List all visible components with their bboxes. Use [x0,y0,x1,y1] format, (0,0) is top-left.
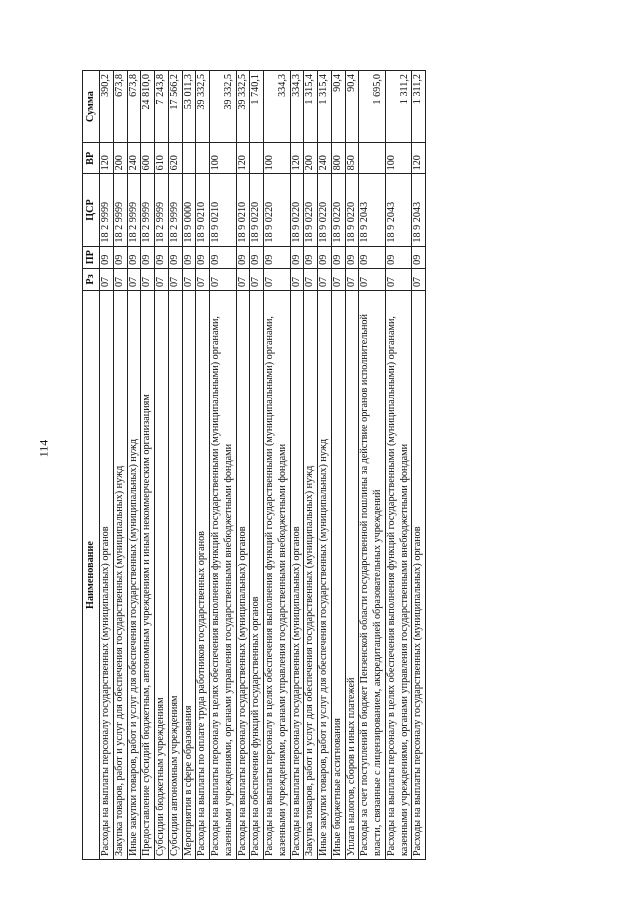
cell-csr: 18 9 0220 [345,174,359,246]
cell-csr: 18 2 9999 [155,174,169,246]
cell-csr: 18 2 9999 [127,174,141,246]
cell-sum: 1 695,0 [359,71,386,143]
cell-sum: 7 243,8 [155,71,169,143]
cell-sum: 1 311,2 [385,71,412,143]
cell-rz: 07 [100,268,114,290]
cell-vr: 200 [304,143,318,174]
cell-rz: 07 [113,268,127,290]
cell-vr: 610 [155,143,169,174]
cell-pr: 09 [318,246,332,268]
cell-name: Уплата налогов, сборов и иных платежей [345,291,359,860]
table-header-row [83,71,100,860]
header-csr: ЦСР [83,174,100,246]
cell-vr: 240 [318,143,332,174]
cell-vr: 120 [290,143,304,174]
cell-name: Расходы на выплаты персоналу в целях обеспечения выполнения функций государственными (муниципальными) органами, казенными учреждениями, органами управления государственными внебюджетными фондами [264,291,291,860]
cell-sum: 390,2 [100,71,114,143]
cell-csr: 18 9 0220 [331,174,345,246]
cell-rz: 07 [141,268,155,290]
cell-sum: 334,3 [290,71,304,143]
cell-name: Расходы на обеспечение функций государственных органов [250,291,264,860]
cell-vr: 800 [331,143,345,174]
cell-rz: 07 [385,268,412,290]
table-row [127,71,141,860]
cell-pr: 09 [236,246,250,268]
cell-pr: 09 [155,246,169,268]
cell-sum: 90,4 [331,71,345,143]
cell-sum: 90,4 [345,71,359,143]
cell-vr [359,143,386,174]
cell-rz: 07 [412,268,426,290]
cell-rz: 07 [345,268,359,290]
table-row [155,71,169,860]
table-row [210,71,237,860]
table-row [168,71,182,860]
header-rz: Рз [83,268,100,290]
cell-name: Закупка товаров, работ и услуг для обеспечения государственных (муниципальных) нужд [304,291,318,860]
table-row [250,71,264,860]
header-name: Наименование [83,291,100,860]
cell-csr: 18 9 2043 [385,174,412,246]
cell-csr: 18 2 9999 [100,174,114,246]
header-pr: ПР [83,246,100,268]
cell-pr: 09 [264,246,291,268]
cell-csr: 18 9 0220 [290,174,304,246]
cell-csr: 18 9 0220 [318,174,332,246]
cell-vr [182,143,196,174]
cell-rz: 07 [236,268,250,290]
cell-csr: 18 9 0000 [182,174,196,246]
cell-pr: 09 [168,246,182,268]
cell-pr: 09 [345,246,359,268]
cell-vr [250,143,264,174]
cell-csr: 18 9 2043 [359,174,386,246]
cell-pr: 09 [385,246,412,268]
cell-pr: 09 [182,246,196,268]
cell-vr: 100 [210,143,237,174]
cell-name: Закупка товаров, работ и услуг для обеспечения государственных (муниципальных) нужд [113,291,127,860]
cell-vr: 200 [113,143,127,174]
cell-vr: 120 [236,143,250,174]
cell-name: Расходы за счет поступлений в бюджет Пензенской области государственной пошлины за действие органов исполнительной власти, связанные с лицензированием, аккредитацией образовательных учреждений [359,291,386,860]
table-row [100,71,114,860]
table-row [304,71,318,860]
cell-rz: 07 [331,268,345,290]
cell-pr: 09 [113,246,127,268]
cell-sum: 673,8 [113,71,127,143]
cell-name: Расходы на выплаты персоналу государственных (муниципальных) органов [290,291,304,860]
table-row [359,71,386,860]
cell-csr: 18 9 0210 [236,174,250,246]
cell-csr: 18 2 9999 [168,174,182,246]
cell-pr: 09 [331,246,345,268]
cell-rz: 07 [264,268,291,290]
cell-sum: 673,8 [127,71,141,143]
cell-vr: 120 [100,143,114,174]
cell-csr: 18 9 0220 [304,174,318,246]
cell-sum: 39 332,5 [236,71,250,143]
table-body [100,71,426,860]
cell-name: Расходы на выплаты персоналу государственных (муниципальных) органов [100,291,114,860]
cell-sum: 1 311,2 [412,71,426,143]
table-row [141,71,155,860]
table-row [345,71,359,860]
cell-name: Расходы на выплаты персоналу государственных (муниципальных) органов [412,291,426,860]
cell-csr: 18 2 9999 [113,174,127,246]
cell-vr: 100 [264,143,291,174]
cell-name: Расходы на выплаты персоналу государственных (муниципальных) органов [236,291,250,860]
cell-sum: 24 810,0 [141,71,155,143]
cell-sum: 334,3 [264,71,291,143]
cell-pr: 09 [127,246,141,268]
cell-csr: 18 9 0220 [250,174,264,246]
page-number: 114 [36,439,51,458]
cell-rz: 07 [155,268,169,290]
table-row [236,71,250,860]
cell-csr: 18 9 0220 [264,174,291,246]
table-row [113,71,127,860]
cell-vr: 120 [412,143,426,174]
cell-rz: 07 [359,268,386,290]
cell-sum: 53 011,3 [182,71,196,143]
cell-vr: 240 [127,143,141,174]
cell-name: Иные закупки товаров, работ и услуг для обеспечения государственных (муниципальных) нужд [318,291,332,860]
table-row [264,71,291,860]
cell-name: Расходы на выплаты по оплате труда работников государственных органов [196,291,210,860]
cell-csr: 18 9 2043 [412,174,426,246]
cell-csr: 18 2 9999 [141,174,155,246]
cell-name: Субсидии автономным учреждениям [168,291,182,860]
header-vr: ВР [83,143,100,174]
cell-pr: 09 [290,246,304,268]
cell-sum: 39 332,5 [210,71,237,143]
cell-vr: 100 [385,143,412,174]
cell-vr [196,143,210,174]
budget-table [82,70,426,860]
cell-sum: 1 740,1 [250,71,264,143]
header-sum: Сумма [83,71,100,143]
cell-rz: 07 [210,268,237,290]
cell-pr: 09 [210,246,237,268]
cell-vr: 600 [141,143,155,174]
table-row [290,71,304,860]
cell-pr: 09 [412,246,426,268]
cell-pr: 09 [359,246,386,268]
table-row [196,71,210,860]
cell-sum: 39 332,5 [196,71,210,143]
rotated-page-content [82,70,568,860]
cell-name: Расходы на выплаты персоналу в целях обеспечения выполнения функций государственными (муниципальными) органами, казенными учреждениями, органами управления государственными внебюджетными фондами [385,291,412,860]
cell-sum: 1 315,4 [318,71,332,143]
cell-sum: 17 566,2 [168,71,182,143]
table-row [331,71,345,860]
cell-pr: 09 [304,246,318,268]
table-row [318,71,332,860]
table-row [412,71,426,860]
cell-pr: 09 [250,246,264,268]
cell-name: Расходы на выплаты персоналу в целях обеспечения выполнения функций государственными (муниципальными) органами, казенными учреждениями, органами управления государственными внебюджетными фондами [210,291,237,860]
cell-name: Иные бюджетные ассигнования [331,291,345,860]
cell-rz: 07 [127,268,141,290]
cell-vr: 850 [345,143,359,174]
cell-csr: 18 9 0210 [210,174,237,246]
cell-rz: 07 [196,268,210,290]
cell-vr: 620 [168,143,182,174]
cell-pr: 09 [100,246,114,268]
cell-name: Мероприятия в сфере образования [182,291,196,860]
cell-pr: 09 [141,246,155,268]
cell-name: Субсидии бюджетным учреждениям [155,291,169,860]
cell-rz: 07 [318,268,332,290]
table-row [385,71,412,860]
table-row [182,71,196,860]
cell-sum: 1 315,4 [304,71,318,143]
cell-pr: 09 [196,246,210,268]
cell-csr: 18 9 0210 [196,174,210,246]
cell-rz: 07 [304,268,318,290]
cell-rz: 07 [168,268,182,290]
cell-rz: 07 [250,268,264,290]
cell-rz: 07 [182,268,196,290]
cell-name: Предоставление субсидий бюджетным, автономным учреждениям и иным некоммерческим организациям [141,291,155,860]
cell-rz: 07 [290,268,304,290]
cell-name: Иные закупки товаров, работ и услуг для обеспечения государственных (муниципальных) нужд [127,291,141,860]
